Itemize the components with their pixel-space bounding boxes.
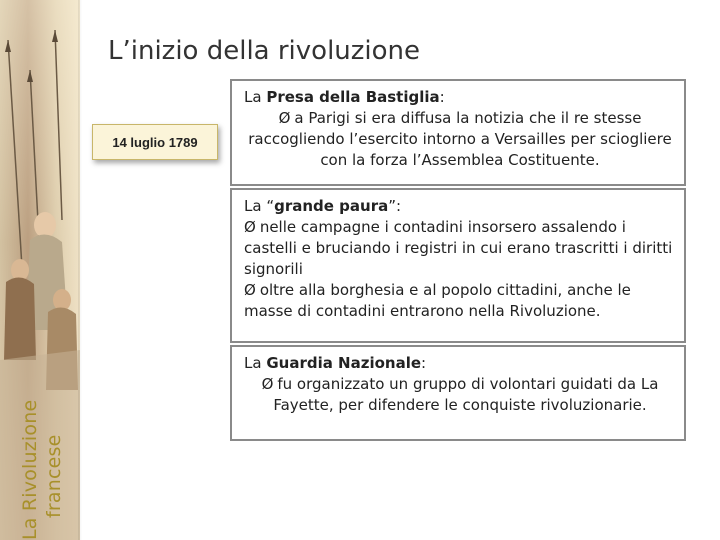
box3-bullet: [244, 374, 676, 416]
arrow-bullet-icon: Ø: [244, 281, 256, 299]
text-box-grande-paura: [230, 188, 686, 343]
arrow-bullet-icon: Ø: [261, 375, 274, 393]
vertical-title-line2: francese: [43, 434, 65, 518]
box3-suffix: :: [421, 354, 427, 372]
box3-bullet-text: fu organizzato un gruppo di volontari guidati da La Fayette, per difendere le conquiste rivoluzionarie.: [273, 375, 659, 414]
vertical-section-title: [18, 340, 66, 540]
box3-heading: Guardia Nazionale: [266, 354, 422, 372]
date-label-box: 14 luglio 1789: [92, 124, 218, 160]
box1-heading: Presa della Bastiglia: [266, 88, 440, 106]
text-box-bastiglia: [230, 79, 686, 186]
arrow-bullet-icon: Ø: [244, 218, 256, 236]
box1-suffix: :: [439, 88, 445, 106]
sidebar-painting: [0, 0, 80, 540]
box2-heading-line: [244, 196, 676, 217]
box2-bullet-2: [244, 280, 676, 322]
page-title: L’inizio della rivoluzione: [108, 36, 421, 66]
box2-bullet-1-text: nelle campagne i contadini insorsero assalendo i castelli e bruciando i registri in cui erano trascritti i diritti signorili: [244, 218, 673, 278]
sidebar-edge-shadow: [78, 0, 82, 540]
box3-prefix: La: [244, 354, 267, 372]
box3-heading-line: [244, 353, 676, 374]
box2-heading: grande paura: [274, 197, 389, 215]
box1-prefix: La: [244, 88, 267, 106]
box2-prefix: La “: [244, 197, 275, 215]
box2-suffix: ”:: [388, 197, 402, 215]
box1-bullet: [244, 108, 676, 171]
vertical-title-line1: La Rivoluzione: [19, 399, 41, 540]
box2-bullet-2-text: oltre alla borghesia e al popolo cittadini, anche le masse di contadini entrarono nella Rivoluzione.: [244, 281, 631, 320]
box1-bullet-text: a Parigi si era diffusa la notizia che il re stesse raccogliendo l’esercito intorno a Versailles per sciogliere con la forza l’Assemblea Costituente.: [248, 109, 672, 169]
box2-bullet-1: [244, 217, 676, 280]
box1-heading-line: [244, 87, 676, 108]
arrow-bullet-icon: Ø: [278, 109, 291, 127]
text-box-guardia-nazionale: [230, 345, 686, 441]
